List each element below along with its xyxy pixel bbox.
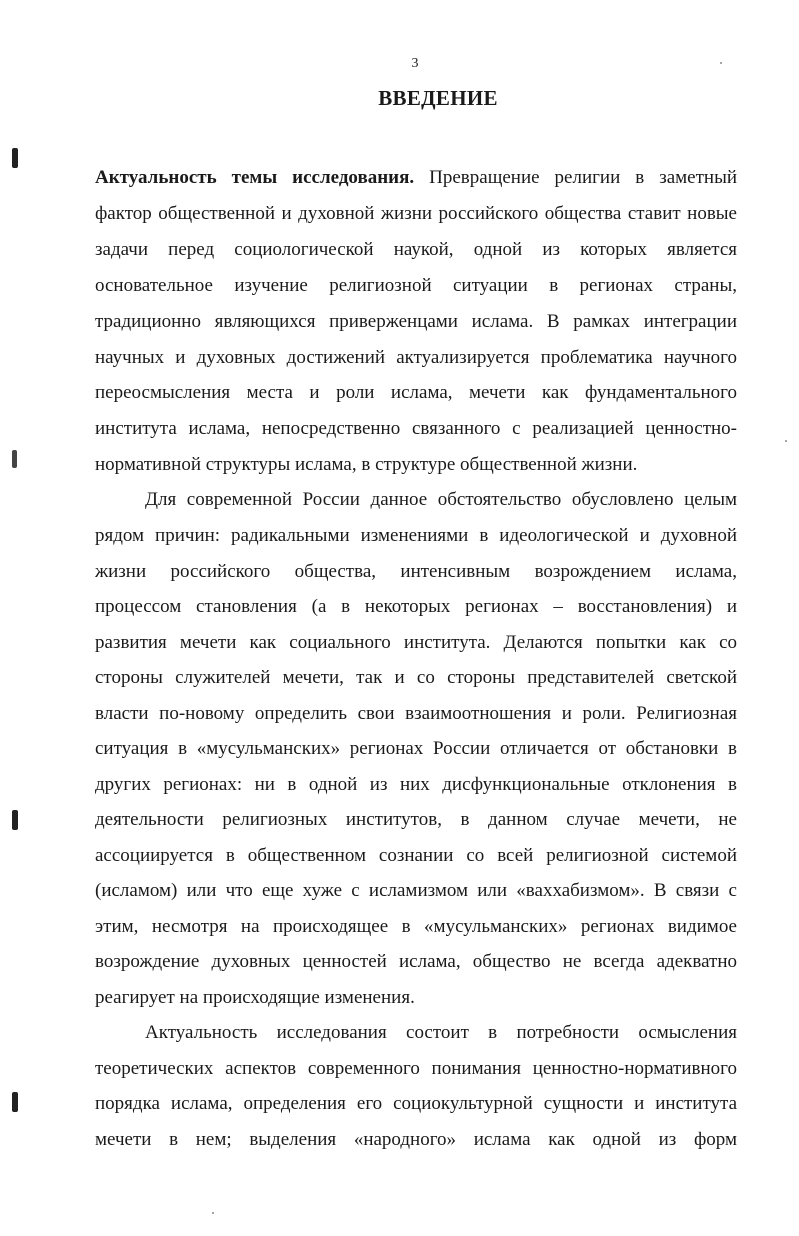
- text-line: фактор общественной и духовной жизни российского общества ставит новые: [95, 203, 737, 224]
- scan-mark: [12, 148, 18, 168]
- text-line: (исламом) или что еще хуже с исламизмом или «ваххабизмом». В связи с: [95, 880, 737, 901]
- text-line: [95, 160, 737, 196]
- text-line: рядом причин: радикальными изменениями в идеологической и духовной: [95, 525, 737, 546]
- paragraph-lead: Актуальность темы исследования.: [95, 167, 415, 188]
- text-line: порядка ислама, определения его социокультурной сущности и института: [95, 1093, 737, 1114]
- text-line: мечети в нем; выделения «народного» ислама как одной из форм: [95, 1129, 737, 1150]
- text-line: переосмысления места и роли ислама, мечети как фундаментального: [95, 382, 737, 403]
- text-line: ассоциируется в общественном сознании со всей религиозной системой: [95, 845, 737, 866]
- scan-mark: [12, 450, 17, 468]
- text-line: реагирует на происходящие изменения.: [95, 987, 415, 1008]
- text-line: научных и духовных достижений актуализируется проблематика научного: [95, 347, 737, 368]
- text-line: развития мечети как социального института. Делаются попытки как со: [95, 632, 737, 653]
- scan-mark: [12, 1092, 18, 1112]
- text-line: возрождение духовных ценностей ислама, общество не всегда адекватно: [95, 951, 737, 972]
- scan-speck: [212, 1212, 214, 1214]
- scan-mark: [12, 810, 18, 830]
- text-line: стороны служителей мечети, так и со стороны представителей светской: [95, 667, 737, 688]
- scan-speck: [785, 440, 787, 442]
- text-line: власти по-новому определить свои взаимоотношения и роли. Религиозная: [95, 703, 737, 724]
- scan-speck: [720, 62, 722, 64]
- page-title: ВВЕДЕНИЕ: [378, 86, 498, 110]
- page-number: 3: [411, 56, 419, 71]
- text-line: Для современной России данное обстоятельство обусловлено целым: [145, 489, 737, 510]
- text-line: задачи перед социологической наукой, одной из которых является: [95, 239, 737, 260]
- text-line: нормативной структуры ислама, в структуре общественной жизни.: [95, 454, 638, 475]
- text-line: теоретических аспектов современного понимания ценностно-нормативного: [95, 1058, 737, 1079]
- text-line: института ислама, непосредственно связанного с реализацией ценностно-: [95, 418, 737, 439]
- text-line: основательное изучение религиозной ситуации в регионах страны,: [95, 275, 737, 296]
- text-line: процессом становления (а в некоторых регионах – восстановления) и: [95, 596, 737, 617]
- text-line: Актуальность исследования состоит в потребности осмысления: [145, 1022, 737, 1043]
- text-fragment: Превращение религии в заметный: [429, 167, 738, 188]
- text-line: этим, несмотря на происходящее в «мусульманских» регионах видимое: [95, 916, 737, 937]
- text-line: деятельности религиозных институтов, в данном случае мечети, не: [95, 809, 737, 830]
- text-line: жизни российского общества, интенсивным возрождением ислама,: [95, 561, 737, 582]
- text-line: традиционно являющихся приверженцами ислама. В рамках интеграции: [95, 311, 737, 332]
- text-line: других регионах: ни в одной из них дисфункциональные отклонения в: [95, 774, 737, 795]
- text-line: ситуация в «мусульманских» регионах России отличается от обстановки в: [95, 738, 737, 759]
